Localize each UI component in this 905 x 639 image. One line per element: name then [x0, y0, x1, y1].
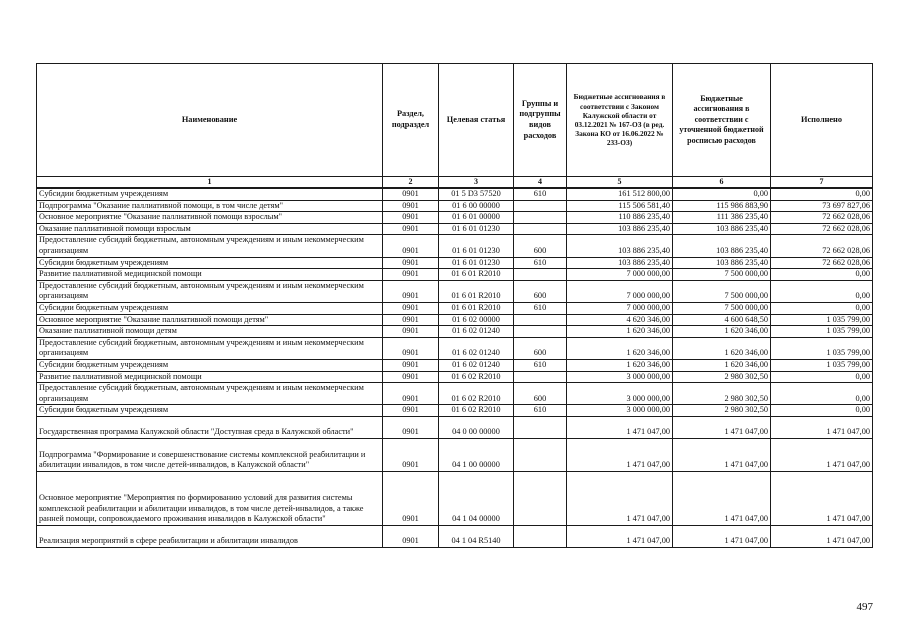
row-executed-cell: 1 035 799,00 — [771, 326, 873, 338]
table-row — [37, 269, 873, 281]
row-executed-cell: 1 471 047,00 — [771, 525, 873, 547]
row-name-cell: Основное мероприятие "Оказание паллиативной помощи взрослым" — [37, 212, 383, 224]
row-target-cell: 01 6 01 01230 — [439, 235, 514, 257]
table-row — [37, 383, 873, 405]
row-section-cell: 0901 — [383, 314, 439, 326]
row-target-cell: 01 6 01 R2010 — [439, 302, 514, 314]
row-executed-cell: 0,00 — [771, 371, 873, 383]
row-group-cell: 610 — [514, 302, 567, 314]
row-target-cell: 01 6 01 01230 — [439, 223, 514, 235]
row-section-cell: 0901 — [383, 438, 439, 471]
column-number: 7 — [771, 177, 873, 189]
row-section-cell: 0901 — [383, 337, 439, 359]
table-row — [37, 223, 873, 235]
row-refined-budget-cell: 7 500 000,00 — [673, 269, 771, 281]
row-section-cell: 0901 — [383, 280, 439, 302]
row-name-cell: Субсидии бюджетным учреждениям — [37, 257, 383, 269]
row-name-cell: Развитие паллиативной медицинской помощи — [37, 269, 383, 281]
row-executed-cell: 0,00 — [771, 383, 873, 405]
row-law-budget-cell: 161 512 800,00 — [567, 188, 673, 200]
table-header-row — [37, 64, 873, 177]
row-target-cell: 01 6 00 00000 — [439, 200, 514, 212]
row-group-cell: 600 — [514, 235, 567, 257]
row-target-cell: 01 6 01 01230 — [439, 257, 514, 269]
row-section-cell: 0901 — [383, 235, 439, 257]
row-law-budget-cell: 115 506 581,40 — [567, 200, 673, 212]
row-group-cell — [514, 326, 567, 338]
row-target-cell: 01 6 02 00000 — [439, 314, 514, 326]
row-executed-cell: 72 662 028,06 — [771, 257, 873, 269]
table-row — [37, 471, 873, 525]
row-law-budget-cell: 7 000 000,00 — [567, 302, 673, 314]
row-refined-budget-cell: 2 980 302,50 — [673, 383, 771, 405]
row-refined-budget-cell: 1 471 047,00 — [673, 438, 771, 471]
row-group-cell — [514, 438, 567, 471]
row-section-cell: 0901 — [383, 223, 439, 235]
row-section-cell: 0901 — [383, 212, 439, 224]
header-section: Раздел, подраздел — [383, 64, 439, 177]
row-refined-budget-cell: 111 386 235,40 — [673, 212, 771, 224]
row-executed-cell: 73 697 827,06 — [771, 200, 873, 212]
table-row — [37, 416, 873, 438]
row-law-budget-cell: 7 000 000,00 — [567, 269, 673, 281]
row-law-budget-cell: 1 620 346,00 — [567, 337, 673, 359]
row-group-cell — [514, 200, 567, 212]
table-row — [37, 359, 873, 371]
row-name-cell: Предоставление субсидий бюджетным, автономным учреждениям и иным некоммерческим организациям — [37, 337, 383, 359]
column-number: 6 — [673, 177, 771, 189]
row-executed-cell: 72 662 028,06 — [771, 212, 873, 224]
row-law-budget-cell: 3 000 000,00 — [567, 383, 673, 405]
row-executed-cell: 1 471 047,00 — [771, 438, 873, 471]
row-law-budget-cell: 1 471 047,00 — [567, 438, 673, 471]
table-row — [37, 438, 873, 471]
row-law-budget-cell: 7 000 000,00 — [567, 280, 673, 302]
row-law-budget-cell: 1 620 346,00 — [567, 326, 673, 338]
table-row — [37, 326, 873, 338]
header-refined-budget: Бюджетные ассигнования в соответствии с уточненной бюджетной росписью расходов — [673, 64, 771, 177]
row-refined-budget-cell: 0,00 — [673, 188, 771, 200]
row-section-cell: 0901 — [383, 371, 439, 383]
row-target-cell: 01 6 02 01240 — [439, 359, 514, 371]
page-number: 497 — [856, 601, 873, 613]
row-section-cell: 0901 — [383, 326, 439, 338]
row-executed-cell: 1 035 799,00 — [771, 314, 873, 326]
row-target-cell: 01 6 01 00000 — [439, 212, 514, 224]
row-refined-budget-cell: 1 471 047,00 — [673, 525, 771, 547]
row-target-cell: 01 6 02 R2010 — [439, 371, 514, 383]
row-target-cell: 04 1 00 00000 — [439, 438, 514, 471]
row-law-budget-cell: 1 471 047,00 — [567, 471, 673, 525]
table-row — [37, 371, 873, 383]
row-name-cell: Предоставление субсидий бюджетным, автономным учреждениям и иным некоммерческим организациям — [37, 383, 383, 405]
row-group-cell: 600 — [514, 337, 567, 359]
row-section-cell: 0901 — [383, 188, 439, 200]
row-section-cell: 0901 — [383, 302, 439, 314]
row-law-budget-cell: 110 886 235,40 — [567, 212, 673, 224]
row-executed-cell: 0,00 — [771, 188, 873, 200]
row-target-cell: 04 0 00 00000 — [439, 416, 514, 438]
row-section-cell: 0901 — [383, 471, 439, 525]
column-number-row — [37, 177, 873, 189]
row-refined-budget-cell: 4 600 648,50 — [673, 314, 771, 326]
row-name-cell: Подпрограмма "Формирование и совершенствование системы комплексной реабилитации и абилитации инвалидов, в том числе детей-инвалидов, в Калужской области" — [37, 438, 383, 471]
row-group-cell: 600 — [514, 280, 567, 302]
row-group-cell: 610 — [514, 405, 567, 417]
table-row — [37, 235, 873, 257]
row-law-budget-cell: 103 886 235,40 — [567, 235, 673, 257]
row-refined-budget-cell: 1 471 047,00 — [673, 471, 771, 525]
table-row — [37, 200, 873, 212]
row-group-cell — [514, 416, 567, 438]
row-target-cell: 04 1 04 00000 — [439, 471, 514, 525]
header-name: Наименование — [37, 64, 383, 177]
row-group-cell: 610 — [514, 359, 567, 371]
table-row — [37, 212, 873, 224]
row-section-cell: 0901 — [383, 359, 439, 371]
row-refined-budget-cell: 115 986 883,90 — [673, 200, 771, 212]
row-law-budget-cell: 103 886 235,40 — [567, 257, 673, 269]
column-number: 1 — [37, 177, 383, 189]
table-row — [37, 525, 873, 547]
row-law-budget-cell: 4 620 346,00 — [567, 314, 673, 326]
table-row — [37, 257, 873, 269]
row-executed-cell: 0,00 — [771, 269, 873, 281]
row-law-budget-cell: 3 000 000,00 — [567, 371, 673, 383]
row-executed-cell: 0,00 — [771, 405, 873, 417]
row-group-cell — [514, 223, 567, 235]
row-target-cell: 01 6 02 01240 — [439, 337, 514, 359]
row-executed-cell: 1 471 047,00 — [771, 471, 873, 525]
row-target-cell: 01 6 01 R2010 — [439, 280, 514, 302]
header-target: Целевая статья — [439, 64, 514, 177]
row-refined-budget-cell: 1 620 346,00 — [673, 326, 771, 338]
row-law-budget-cell: 1 471 047,00 — [567, 525, 673, 547]
row-group-cell — [514, 371, 567, 383]
row-executed-cell: 72 662 028,06 — [771, 235, 873, 257]
header-groups: Группы и подгруппы видов расходов — [514, 64, 567, 177]
row-group-cell — [514, 269, 567, 281]
header-executed: Исполнено — [771, 64, 873, 177]
row-name-cell: Подпрограмма "Оказание паллиативной помощи, в том числе детям" — [37, 200, 383, 212]
table-row — [37, 314, 873, 326]
row-target-cell: 01 6 02 01240 — [439, 326, 514, 338]
row-target-cell: 01 6 01 R2010 — [439, 269, 514, 281]
table-row — [37, 280, 873, 302]
row-law-budget-cell: 1 620 346,00 — [567, 359, 673, 371]
row-section-cell: 0901 — [383, 416, 439, 438]
row-refined-budget-cell: 1 471 047,00 — [673, 416, 771, 438]
row-refined-budget-cell: 7 500 000,00 — [673, 302, 771, 314]
row-refined-budget-cell: 103 886 235,40 — [673, 257, 771, 269]
row-refined-budget-cell: 2 980 302,50 — [673, 405, 771, 417]
row-name-cell: Реализация мероприятий в сфере реабилитации и абилитации инвалидов — [37, 525, 383, 547]
row-refined-budget-cell: 103 886 235,40 — [673, 223, 771, 235]
row-executed-cell: 72 662 028,06 — [771, 223, 873, 235]
row-target-cell: 04 1 04 R5140 — [439, 525, 514, 547]
row-law-budget-cell: 1 471 047,00 — [567, 416, 673, 438]
column-number: 2 — [383, 177, 439, 189]
budget-table — [36, 63, 873, 548]
table-row — [37, 405, 873, 417]
row-refined-budget-cell: 103 886 235,40 — [673, 235, 771, 257]
row-name-cell: Основное мероприятие "Оказание паллиативной помощи детям" — [37, 314, 383, 326]
row-refined-budget-cell: 2 980 302,50 — [673, 371, 771, 383]
row-name-cell: Развитие паллиативной медицинской помощи — [37, 371, 383, 383]
row-target-cell: 01 6 02 R2010 — [439, 405, 514, 417]
row-group-cell — [514, 471, 567, 525]
row-group-cell — [514, 525, 567, 547]
row-name-cell: Субсидии бюджетным учреждениям — [37, 405, 383, 417]
row-name-cell: Государственная программа Калужской области "Доступная среда в Калужской области" — [37, 416, 383, 438]
row-name-cell: Субсидии бюджетным учреждениям — [37, 359, 383, 371]
row-name-cell: Субсидии бюджетным учреждениям — [37, 188, 383, 200]
row-executed-cell: 1 471 047,00 — [771, 416, 873, 438]
row-executed-cell: 1 035 799,00 — [771, 337, 873, 359]
row-section-cell: 0901 — [383, 405, 439, 417]
row-name-cell: Предоставление субсидий бюджетным, автономным учреждениям и иным некоммерческим организациям — [37, 235, 383, 257]
row-target-cell: 01 6 02 R2010 — [439, 383, 514, 405]
row-refined-budget-cell: 1 620 346,00 — [673, 359, 771, 371]
row-section-cell: 0901 — [383, 257, 439, 269]
row-name-cell: Субсидии бюджетным учреждениям — [37, 302, 383, 314]
table-row — [37, 337, 873, 359]
column-number: 3 — [439, 177, 514, 189]
row-law-budget-cell: 3 000 000,00 — [567, 405, 673, 417]
row-refined-budget-cell: 7 500 000,00 — [673, 280, 771, 302]
column-number: 4 — [514, 177, 567, 189]
header-law-budget: Бюджетные ассигнования в соответствии с Законом Калужской области от 03.12.2021 № 167-ОЗ (в ред. Закона КО от 16.06.2022 № 233-ОЗ) — [567, 64, 673, 177]
row-section-cell: 0901 — [383, 200, 439, 212]
row-target-cell: 01 5 D3 57520 — [439, 188, 514, 200]
row-section-cell: 0901 — [383, 269, 439, 281]
table-body — [37, 188, 873, 547]
row-group-cell — [514, 314, 567, 326]
row-name-cell: Основное мероприятие "Мероприятия по формированию условий для развития системы комплексной реабилитации и абилитации инвалидов, в том числе детей-инвалидов, а также ранней помощи, сопровождаемого проживания инвалидов в Калужской области" — [37, 471, 383, 525]
table-row — [37, 302, 873, 314]
row-executed-cell: 0,00 — [771, 280, 873, 302]
row-name-cell: Оказание паллиативной помощи детям — [37, 326, 383, 338]
column-number: 5 — [567, 177, 673, 189]
row-group-cell: 610 — [514, 188, 567, 200]
row-section-cell: 0901 — [383, 525, 439, 547]
row-executed-cell: 0,00 — [771, 302, 873, 314]
row-section-cell: 0901 — [383, 383, 439, 405]
table-row — [37, 188, 873, 200]
row-refined-budget-cell: 1 620 346,00 — [673, 337, 771, 359]
row-group-cell — [514, 212, 567, 224]
row-group-cell: 610 — [514, 257, 567, 269]
row-group-cell: 600 — [514, 383, 567, 405]
row-law-budget-cell: 103 886 235,40 — [567, 223, 673, 235]
row-executed-cell: 1 035 799,00 — [771, 359, 873, 371]
row-name-cell: Оказание паллиативной помощи взрослым — [37, 223, 383, 235]
row-name-cell: Предоставление субсидий бюджетным, автономным учреждениям и иным некоммерческим организациям — [37, 280, 383, 302]
